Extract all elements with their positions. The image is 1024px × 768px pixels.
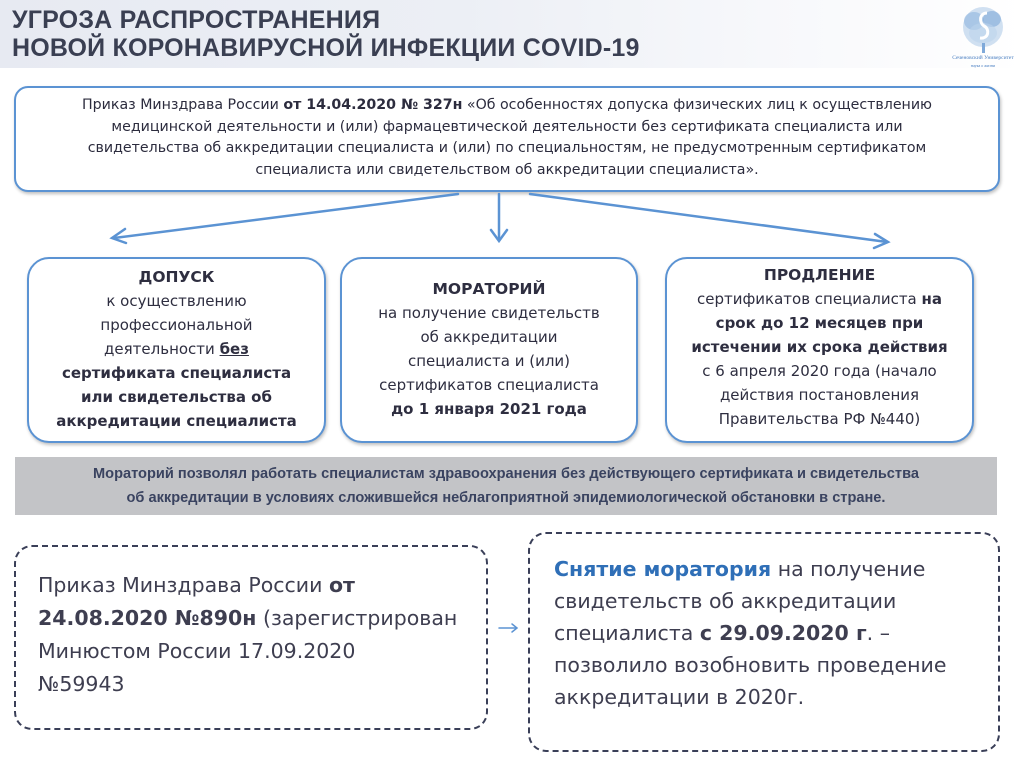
order-327n-line3: свидетельства об аккредитации специалиста и (или) по специальностям, не предусмотренным сертификатом bbox=[87, 140, 927, 156]
admission-heading: ДОПУСК bbox=[138, 268, 215, 286]
moratorium-line2: об аккредитации bbox=[420, 328, 558, 346]
extension-line1: сертификатов специалиста на bbox=[696, 290, 943, 308]
lifting-line3: специалиста с 29.09.2020 г. – bbox=[554, 621, 890, 645]
page-title-line2: НОВОЙ КОРОНАВИРУСНОЙ ИНФЕКЦИИ COVID-19 bbox=[12, 34, 640, 62]
arrow-down-left-icon bbox=[114, 194, 458, 238]
logo-subtext: наука о жизни bbox=[970, 63, 996, 68]
order-327n-line4: специалиста или свидетельством об аккредитации специалиста». bbox=[255, 161, 759, 178]
moratorium-note-line2: об аккредитации в условиях сложившейся неблагоприятной эпидемиологической обстановки в стране. bbox=[126, 490, 886, 506]
admission-line2: профессиональной bbox=[100, 316, 253, 334]
moratorium-lifting-box bbox=[528, 532, 1000, 752]
admission-line5: или свидетельства об bbox=[81, 388, 272, 406]
admission-line1: к осуществлению bbox=[106, 292, 247, 310]
arrow-down-right-icon bbox=[530, 194, 887, 242]
page-title-line1: УГРОЗА РАСПРОСТРАНЕНИЯ bbox=[12, 6, 381, 34]
admission-line3: деятельности без bbox=[104, 340, 249, 358]
order-327n-line2: медицинской деятельности и (или) фармацевтической деятельности без сертификата специалиста или bbox=[111, 118, 903, 135]
order-890n-box bbox=[14, 545, 488, 730]
moratorium-line5: до 1 января 2021 года bbox=[391, 400, 587, 418]
lifting-line4: позволило возобновить проведение bbox=[554, 653, 947, 677]
logo-text: Сеченовский Университет bbox=[952, 55, 1014, 61]
order-890n-line1: Приказ Минздрава России от bbox=[38, 573, 355, 597]
moratorium-line1: на получение свидетельств bbox=[378, 304, 600, 322]
moratorium-note-band bbox=[15, 457, 997, 515]
extension-line3: истечении их срока действия bbox=[691, 338, 948, 356]
admission-line6: аккредитации специалиста bbox=[56, 412, 297, 430]
extension-line4: с 6 апреля 2020 года (начало bbox=[702, 362, 937, 380]
lifting-line5: аккредитации в 2020г. bbox=[554, 685, 805, 709]
moratorium-line3: специалиста и (или) bbox=[407, 352, 571, 370]
lifting-line2: свидетельств об аккредитации bbox=[554, 589, 897, 613]
moratorium-line4: сертификатов специалиста bbox=[379, 376, 599, 394]
order-890n-line3: Минюстом России 17.09.2020 bbox=[38, 639, 356, 663]
order-327n-line1: Приказ Минздрава России от 14.04.2020 № 327н «Об особенностях допуска физических лиц к осуществлению bbox=[81, 97, 932, 113]
extension-line6: Правительства РФ №440) bbox=[718, 410, 921, 428]
admission-card bbox=[27, 257, 326, 443]
extension-line2: срок до 12 месяцев при bbox=[715, 314, 924, 332]
extension-heading: ПРОДЛЕНИЕ bbox=[763, 266, 876, 284]
moratorium-note-line1: Мораторий позволял работать специалистам здравоохранения без действующего сертификата и свидетельства bbox=[93, 466, 919, 482]
order-890n-line4: №59943 bbox=[38, 672, 125, 696]
moratorium-card bbox=[340, 257, 638, 443]
extension-line5: действия постановления bbox=[719, 386, 920, 404]
order-890n-line2: 24.08.2020 №890н (зарегистрирован bbox=[38, 606, 458, 630]
admission-line4: сертификата специалиста bbox=[61, 364, 292, 382]
moratorium-heading: МОРАТОРИЙ bbox=[432, 280, 546, 298]
extension-card bbox=[665, 257, 974, 443]
lifting-line1: Снятие моратория на получение bbox=[554, 557, 926, 581]
